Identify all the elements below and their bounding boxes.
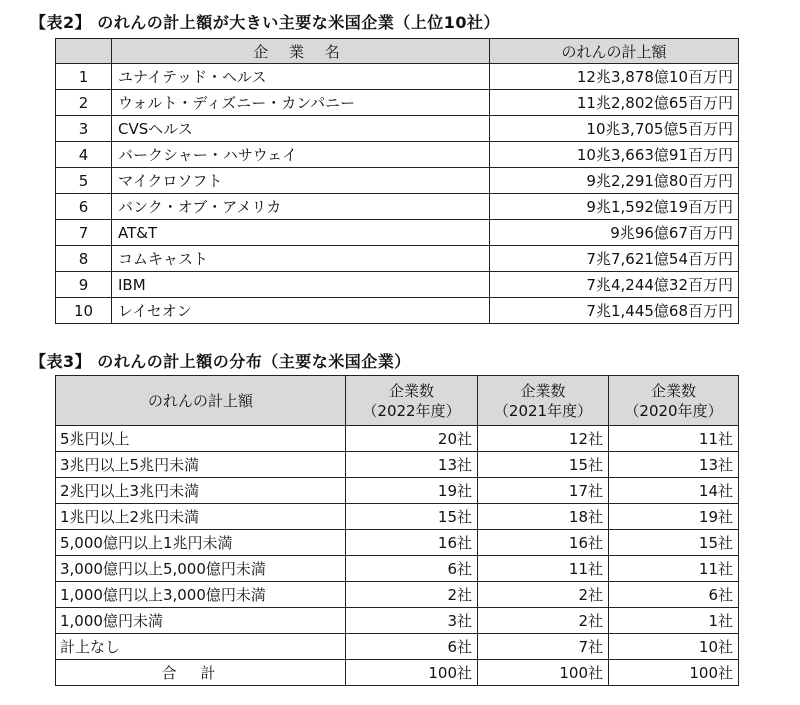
table-row [56, 64, 739, 90]
table-row [56, 168, 739, 194]
range-label-cell: 1,000億円未満 [56, 608, 346, 634]
table-row [56, 608, 739, 634]
goodwill-top10-table [55, 38, 739, 324]
total-row [56, 660, 739, 686]
rank-cell: 9 [56, 272, 112, 298]
table-row [56, 298, 739, 324]
company-name-cell: コムキャスト [112, 246, 490, 272]
count-2021-cell: 15社 [478, 452, 609, 478]
table-header-row [56, 39, 739, 64]
table-row [56, 426, 739, 452]
table-row [56, 504, 739, 530]
rank-cell: 10 [56, 298, 112, 324]
count-2020-cell: 11社 [609, 426, 739, 452]
header-year: （2022年度） [362, 401, 461, 420]
goodwill-amount-cell: 9兆2,291億80百万円 [490, 168, 739, 194]
rank-cell: 2 [56, 90, 112, 116]
count-2022-cell: 6社 [346, 634, 478, 660]
table-row [56, 272, 739, 298]
goodwill-amount-cell: 7兆4,244億32百万円 [490, 272, 739, 298]
count-2021-cell: 2社 [478, 582, 609, 608]
table-row [56, 478, 739, 504]
range-label-cell: 1,000億円以上3,000億円未満 [56, 582, 346, 608]
table-row [56, 246, 739, 272]
goodwill-amount-cell: 10兆3,663億91百万円 [490, 142, 739, 168]
count-2021-cell: 2社 [478, 608, 609, 634]
goodwill-amount-cell: 11兆2,802億65百万円 [490, 90, 739, 116]
rank-cell: 3 [56, 116, 112, 142]
table-row [56, 90, 739, 116]
header-line: 企業数 [388, 381, 434, 400]
total-2022-cell: 100社 [346, 660, 478, 686]
header-count-2021 [478, 376, 609, 426]
company-name-cell: マイクロソフト [112, 168, 490, 194]
table-row [56, 220, 739, 246]
table-row [56, 116, 739, 142]
count-2021-cell: 12社 [478, 426, 609, 452]
total-2021-cell: 100社 [478, 660, 609, 686]
range-label-cell: 1兆円以上2兆円未満 [56, 504, 346, 530]
range-label-cell: 2兆円以上3兆円未満 [56, 478, 346, 504]
range-label-cell: 3兆円以上5兆円未満 [56, 452, 346, 478]
count-2021-cell: 17社 [478, 478, 609, 504]
count-2020-cell: 11社 [609, 556, 739, 582]
count-2022-cell: 2社 [346, 582, 478, 608]
goodwill-amount-cell: 12兆3,878億10百万円 [490, 64, 739, 90]
count-2022-cell: 6社 [346, 556, 478, 582]
count-2020-cell: 10社 [609, 634, 739, 660]
table-row [56, 582, 739, 608]
table-row [56, 452, 739, 478]
count-2021-cell: 16社 [478, 530, 609, 556]
rank-cell: 7 [56, 220, 112, 246]
count-2020-cell: 6社 [609, 582, 739, 608]
header-goodwill-amount: のれんの計上額 [490, 39, 739, 64]
company-name-cell: バンク・オブ・アメリカ [112, 194, 490, 220]
rank-cell: 8 [56, 246, 112, 272]
company-name-cell: CVSヘルス [112, 116, 490, 142]
count-2022-cell: 20社 [346, 426, 478, 452]
rank-cell: 6 [56, 194, 112, 220]
goodwill-amount-cell: 7兆1,445億68百万円 [490, 298, 739, 324]
header-year: （2021年度） [493, 401, 593, 420]
goodwill-amount-cell: 9兆1,592億19百万円 [490, 194, 739, 220]
count-2020-cell: 13社 [609, 452, 739, 478]
table-header-row [56, 376, 739, 426]
rank-cell: 4 [56, 142, 112, 168]
table-row [56, 530, 739, 556]
table-row [56, 634, 739, 660]
count-2020-cell: 14社 [609, 478, 739, 504]
count-2022-cell: 15社 [346, 504, 478, 530]
count-2020-cell: 15社 [609, 530, 739, 556]
goodwill-amount-cell: 7兆7,621億54百万円 [490, 246, 739, 272]
range-label-cell: 計上なし [56, 634, 346, 660]
count-2021-cell: 18社 [478, 504, 609, 530]
count-2020-cell: 1社 [609, 608, 739, 634]
count-2022-cell: 16社 [346, 530, 478, 556]
company-name-cell: ウォルト・ディズニー・カンパニー [112, 90, 490, 116]
goodwill-amount-cell: 10兆3,705億5百万円 [490, 116, 739, 142]
header-line: 企業数 [650, 381, 696, 400]
goodwill-amount-cell: 9兆96億67百万円 [490, 220, 739, 246]
count-2022-cell: 13社 [346, 452, 478, 478]
header-count-2022 [346, 376, 478, 426]
company-name-cell: ユナイテッド・ヘルス [112, 64, 490, 90]
table2-title: 【表2】 のれんの計上額が大きい主要な米国企業（上位10社） [30, 13, 500, 32]
header-rank [56, 39, 112, 64]
company-name-cell: AT&T [112, 220, 490, 246]
count-2020-cell: 19社 [609, 504, 739, 530]
header-year: （2020年度） [624, 401, 723, 420]
table-row [56, 556, 739, 582]
count-2022-cell: 19社 [346, 478, 478, 504]
header-line: 企業数 [520, 381, 566, 400]
rank-cell: 1 [56, 64, 112, 90]
company-name-cell: IBM [112, 272, 490, 298]
total-2020-cell: 100社 [609, 660, 739, 686]
total-label-cell: 合計 [56, 660, 346, 686]
rank-cell: 5 [56, 168, 112, 194]
range-label-cell: 5,000億円以上1兆円未満 [56, 530, 346, 556]
range-label-cell: 3,000億円以上5,000億円未満 [56, 556, 346, 582]
goodwill-distribution-table [55, 375, 739, 686]
table3-title: 【表3】 のれんの計上額の分布（主要な米国企業） [30, 352, 411, 371]
table-row [56, 142, 739, 168]
count-2021-cell: 7社 [478, 634, 609, 660]
header-count-2020 [609, 376, 739, 426]
table-row [56, 194, 739, 220]
company-name-cell: バークシャー・ハサウェイ [112, 142, 490, 168]
header-goodwill-range: のれんの計上額 [56, 376, 346, 426]
range-label-cell: 5兆円以上 [56, 426, 346, 452]
count-2021-cell: 11社 [478, 556, 609, 582]
header-company-name: 企 業 名 [112, 39, 490, 64]
company-name-cell: レイセオン [112, 298, 490, 324]
count-2022-cell: 3社 [346, 608, 478, 634]
